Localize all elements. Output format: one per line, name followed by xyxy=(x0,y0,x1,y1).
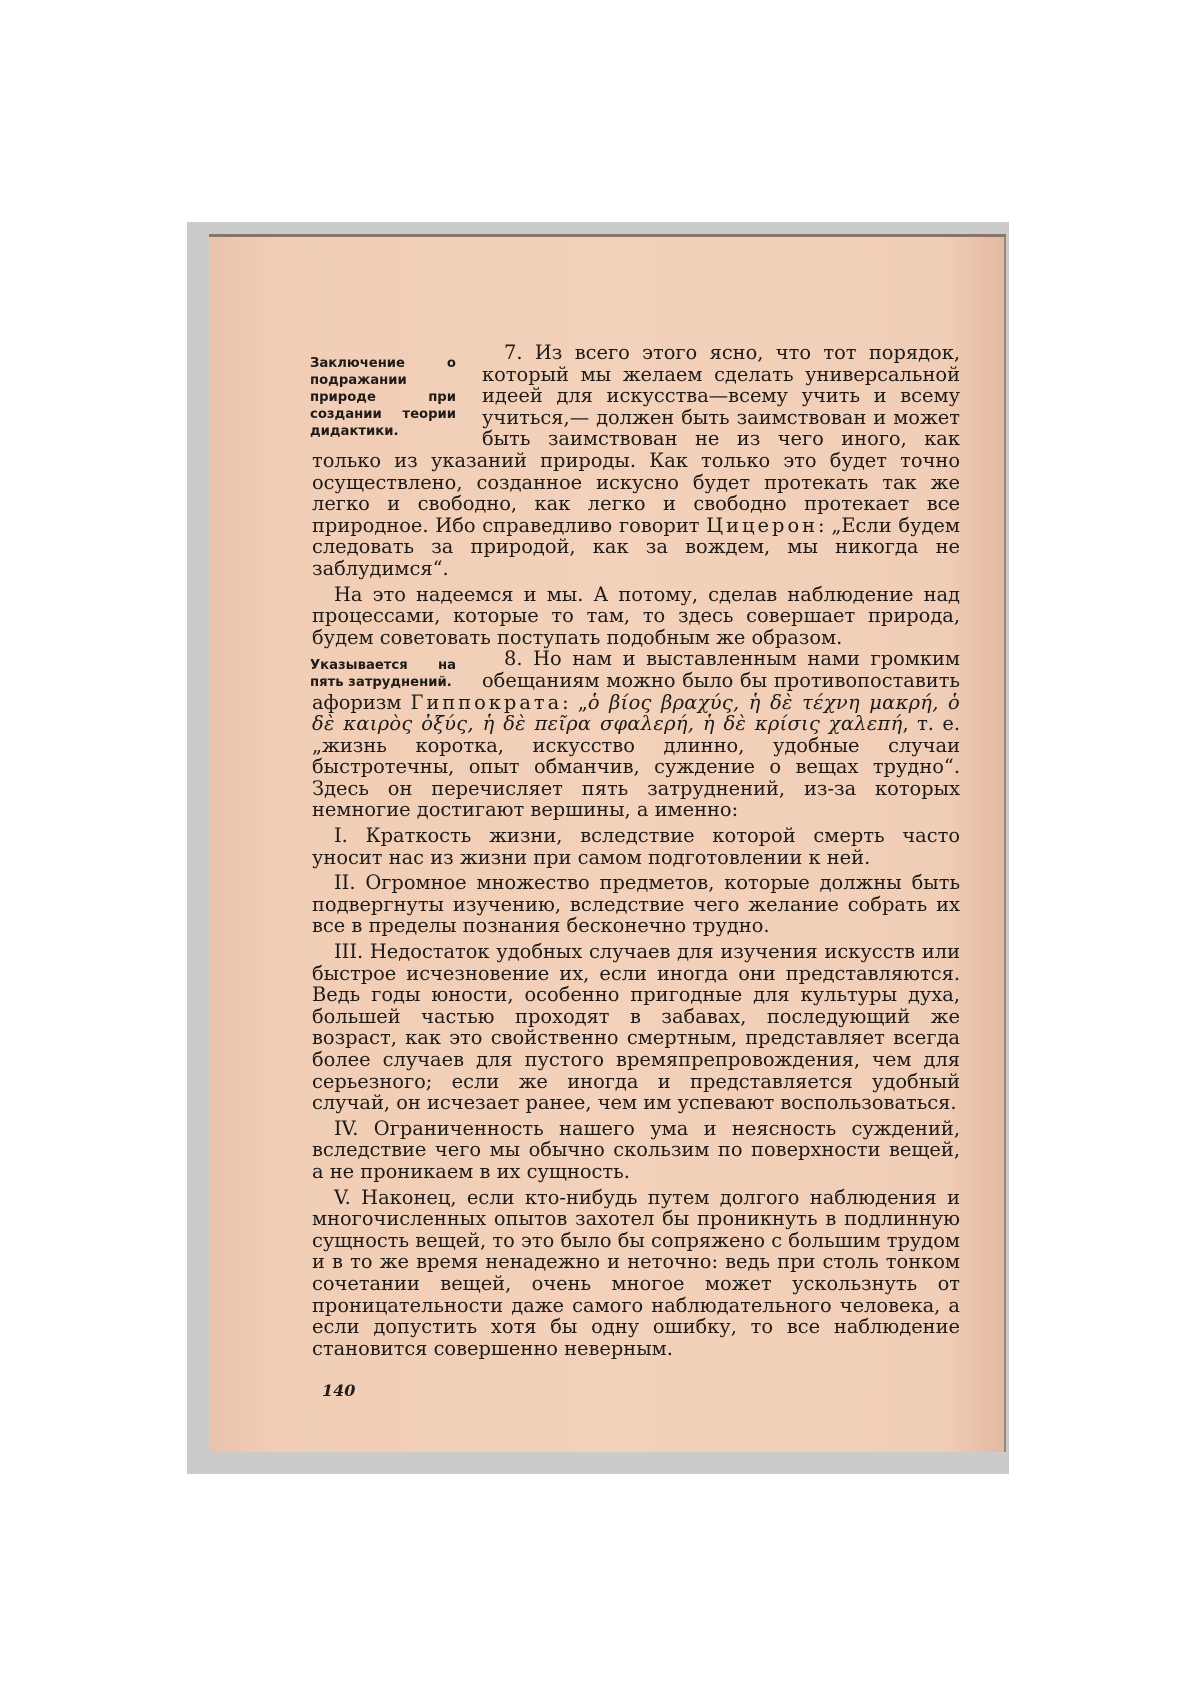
list-item-5: V. Наконец, если кто-нибудь путем долгого наблюдения и многочисленных опытов захотел бы проникнуть в подлинную сущность вещей, то это было бы сопряжено с большим трудом и в то же время ненадежно и неточно: ведь при столь тонком сочетании вещей, очень многое может ускользнуть от проницательности даже самого наблюдательного человека, а если допустить хотя бы одну ошибку, то все наблюдение становится совершенно неверным. xyxy=(312,1185,960,1360)
list-item-1: I. Краткость жизни, вследствие которой смерть часто уносит нас из жизни при самом подготовлении к ней. xyxy=(312,824,960,869)
greek-aphorism: ὁ βίος βραχύς, ἡ δὲ τέχνη μακρή, ὁ δὲ καιρὸς ὀξύς, ἡ δὲ πεῖρα σφαλερή, ἡ δὲ κρίσις χαλεπή xyxy=(312,690,961,736)
margin-note-difficulties: Указывается на пять затруднений. xyxy=(310,658,456,691)
page-number: 140 xyxy=(322,1381,356,1400)
paragraph-hope: На это надеемся и мы. А потому, сделав наблюдение над процессами, которые то там, то здесь совершает природа, будем советовать поступать подобным же образом. xyxy=(312,582,960,649)
margin-note-conclusion: Заключение о подражании природе при создании теории дидактики. xyxy=(310,356,456,439)
page-body xyxy=(312,342,960,1359)
paragraph-7-tail: : „Если будем следовать за природой, как за вождем, мы никогда не заблудимся“. xyxy=(312,513,960,580)
list-item-4: IV. Ограниченность нашего ума и неясность суждений, вследствие чего мы обычно скользим по поверхности вещей, а не проникаем в их сущность. xyxy=(312,1116,960,1183)
paragraph-8-lead: 8. Но нам и выставленным нами громким обещаниям можно было бы противопоставить афоризм xyxy=(312,647,960,714)
list-item-2: II. Огромное множество предметов, которые должны быть подвергнуты изучению, вследствие чего желание собрать их все в пределы познания бесконечно трудно. xyxy=(312,871,960,938)
name-hippocrates: Гиппократа xyxy=(410,690,563,714)
paragraph-8-tail: , т. е. „жизнь коротка, искусство длинно, удобные случаи быстротечны, опыт обманчив, суждение о вещах трудно“. Здесь он перечисляет пять затруднений, из-за которых немногие достигают вершины, а именно: xyxy=(312,712,961,822)
quote-open: : „ xyxy=(562,690,588,714)
book-page xyxy=(209,234,1006,1452)
list-item-3: III. Недостаток удобных случаев для изучения искусств или быстрое исчезновение их, если иногда они представляются. Ведь годы юности, особенно пригодные для культуры духа, большей частью проходят в забавах, последующий же возраст, как это свойственно смертным, представляет всегда более случаев для пустого времяпрепровождения, чем для серьезного; если же иногда и представляется удобный случай, он исчезает ранее, чем им успевают воспользоваться. xyxy=(312,940,960,1115)
paragraph-7-lead: 7. Из всего этого ясно, что тот порядок, который мы желаем сделать универсальной идеей для искусства—всему учить и всему учиться,— должен быть заимствован и может быть заимствован не из чего иного, как только из указаний природы. Как только это будет точно осуществлено, созданное искусно будет протекать так же легко и свободно, как легко и свободно протекает все природное. Ибо справедливо говорит xyxy=(312,341,960,537)
name-cicero: Цицерон xyxy=(706,513,819,537)
